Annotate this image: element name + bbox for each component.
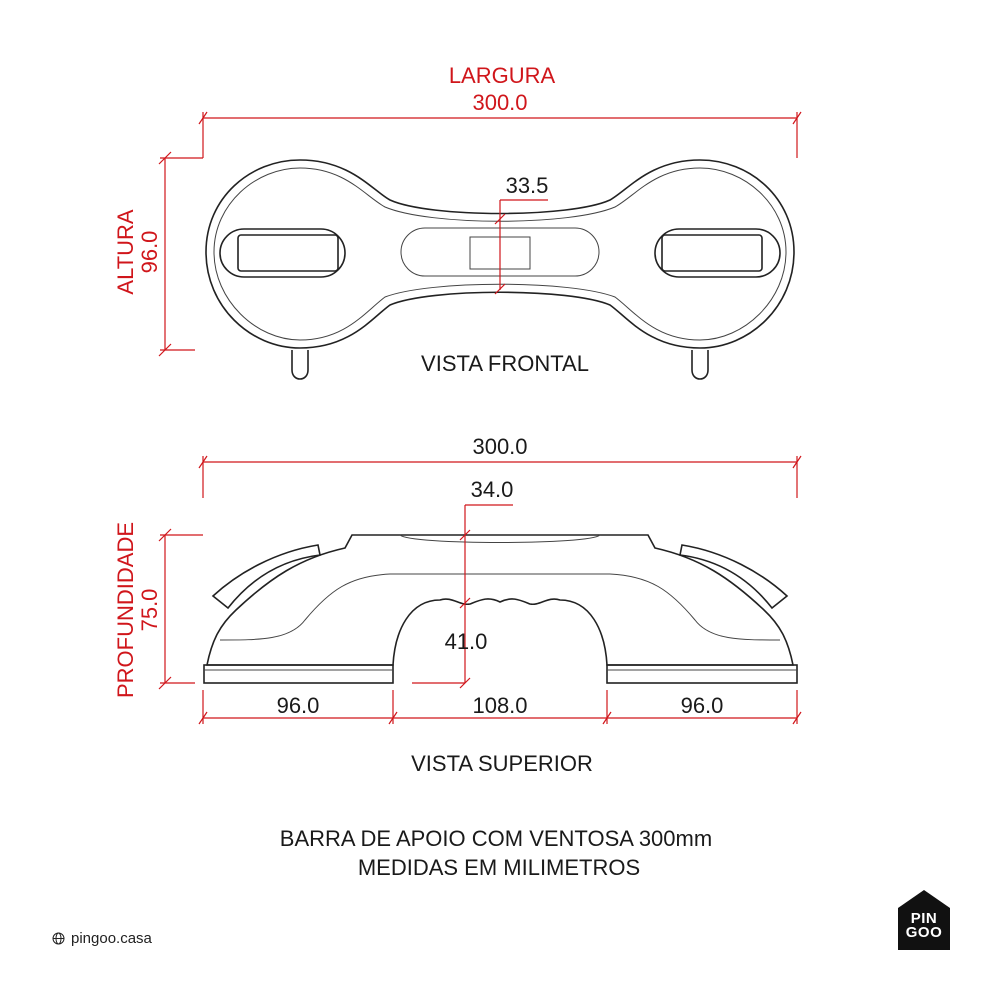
front-width-label: LARGURA xyxy=(448,63,556,88)
logo-line-1: PIN xyxy=(910,910,938,927)
right-tab-icon xyxy=(692,350,708,379)
front-height-label: ALTURA xyxy=(113,209,138,295)
front-height-value: 96.0 xyxy=(137,230,162,274)
front-width-value: 300.0 xyxy=(472,90,528,115)
front-view-title: VISTA FRONTAL xyxy=(421,351,589,376)
top-middle-segment-value: 108.0 xyxy=(472,693,528,718)
top-left-segment-value: 96.0 xyxy=(276,693,320,718)
right-suction-pad xyxy=(607,665,797,683)
top-depth-value: 75.0 xyxy=(137,588,162,632)
top-grip-value: 41.0 xyxy=(444,629,488,654)
left-flap-icon xyxy=(213,545,320,608)
top-center-value: 34.0 xyxy=(470,477,514,502)
front-view xyxy=(113,63,801,379)
logo-line-2: GOO xyxy=(905,924,943,941)
top-width-value: 300.0 xyxy=(472,434,528,459)
front-center-value: 33.5 xyxy=(505,173,549,198)
caption-line-2: MEDIDAS EM MILIMETROS xyxy=(357,855,641,880)
footer-website[interactable] xyxy=(52,930,152,947)
left-suction-pad xyxy=(204,665,393,683)
top-view xyxy=(113,434,801,776)
top-view-title: VISTA SUPERIOR xyxy=(411,751,593,776)
website-text: pingoo.casa xyxy=(71,930,152,947)
top-handle-outline xyxy=(207,535,793,665)
top-depth-label: PROFUNDIDADE xyxy=(113,521,138,699)
left-tab-icon xyxy=(292,350,308,379)
caption xyxy=(280,826,712,880)
right-flap-icon xyxy=(680,545,787,608)
top-right-segment-value: 96.0 xyxy=(680,693,724,718)
caption-line-1: BARRA DE APOIO COM VENTOSA 300mm xyxy=(279,826,713,851)
pingoo-logo xyxy=(898,890,950,950)
globe-icon xyxy=(52,932,65,945)
